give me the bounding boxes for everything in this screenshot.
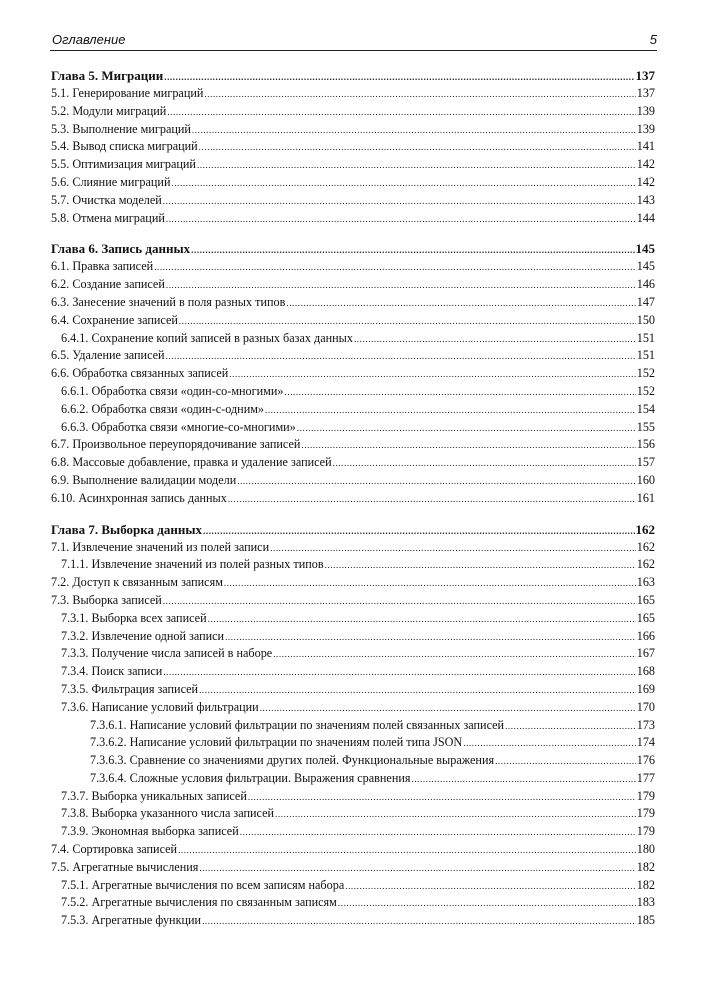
dot-leader xyxy=(171,175,635,193)
toc-entry[interactable] xyxy=(51,823,655,841)
toc-entry[interactable] xyxy=(51,752,655,770)
dot-leader xyxy=(297,420,636,438)
toc-page-number: 168 xyxy=(636,664,655,679)
toc-page-number: 151 xyxy=(636,330,655,345)
toc-entry-title: 7.3.5. Фильтрация записей xyxy=(61,681,199,696)
toc-entry-title: 7.3. Выборка записей xyxy=(51,592,162,607)
running-head xyxy=(50,32,657,50)
toc-entry-title: 5.7. Очистка моделей xyxy=(51,192,162,207)
toc-page-number: 143 xyxy=(636,192,655,207)
toc-page-number: 170 xyxy=(636,699,655,714)
dot-leader xyxy=(204,86,635,104)
toc-entry-title: 7.3.6.1. Написание условий фильтрации по значениям полей связанных записей xyxy=(90,717,505,732)
toc-entry-title: 7.3.1. Выборка всех записей xyxy=(61,610,207,625)
toc-page-number: 152 xyxy=(636,366,655,381)
dot-leader xyxy=(228,491,636,509)
toc-page-number: 182 xyxy=(636,859,655,874)
toc-entry-title: 5.2. Модули миграций xyxy=(51,103,167,118)
dot-leader xyxy=(225,629,636,647)
dot-leader xyxy=(229,366,635,384)
toc-entry[interactable] xyxy=(51,365,655,383)
dot-leader xyxy=(163,193,636,211)
toc-entry-title: 6.7. Произвольное переупорядочивание записей xyxy=(51,437,301,452)
toc-page-number: 176 xyxy=(636,753,655,768)
dot-leader xyxy=(270,540,636,558)
toc-chapter-entry[interactable] xyxy=(51,66,655,85)
toc-entry[interactable] xyxy=(51,592,655,610)
toc-page-number: 179 xyxy=(636,788,655,803)
chapter-gap xyxy=(51,508,655,520)
toc-entry[interactable] xyxy=(51,138,655,156)
toc-page-number: 177 xyxy=(636,770,655,785)
toc-page-number: 147 xyxy=(636,294,655,309)
dot-leader xyxy=(224,575,636,593)
toc-page-number: 162 xyxy=(636,539,655,554)
dot-leader xyxy=(167,104,635,122)
dot-leader xyxy=(260,700,636,718)
toc-page-number: 165 xyxy=(636,610,655,625)
toc-entry[interactable] xyxy=(51,312,655,330)
toc-page-number: 162 xyxy=(635,521,655,537)
dot-leader xyxy=(164,68,634,87)
toc-entry-title: 7.3.3. Получение числа записей в наборе xyxy=(61,646,273,661)
toc-page-number: 173 xyxy=(636,717,655,732)
toc-page-number: 162 xyxy=(636,557,655,572)
toc-entry[interactable] xyxy=(51,699,655,717)
toc-chapter-title: Глава 6. Запись данных xyxy=(51,241,191,257)
dot-leader xyxy=(275,806,636,824)
dot-leader xyxy=(505,718,636,736)
dot-leader xyxy=(237,473,635,491)
toc-page-number: 145 xyxy=(636,259,655,274)
toc-entry-title: 7.4. Сортировка записей xyxy=(51,842,178,857)
toc-chapter-title: Глава 5. Миграции xyxy=(51,68,164,83)
toc-entry[interactable] xyxy=(51,912,655,930)
toc-page-number: 139 xyxy=(636,103,655,118)
toc-entry-title: 6.4.1. Сохранение копий записей в разных базах данных xyxy=(61,330,353,345)
dot-leader xyxy=(463,735,636,753)
toc-entry[interactable] xyxy=(51,770,655,788)
dot-leader xyxy=(166,211,636,229)
toc-page-number: 142 xyxy=(636,157,655,172)
toc-entry[interactable] xyxy=(51,734,655,752)
toc-entry[interactable] xyxy=(51,645,655,663)
toc-entry-title: 7.1.1. Извлечение значений из полей разных типов xyxy=(61,557,324,572)
toc-entry-title: 7.3.9. Экономная выборка записей xyxy=(61,824,239,839)
toc-chapter-title: Глава 7. Выборка данных xyxy=(51,521,202,537)
dot-leader xyxy=(197,157,636,175)
dot-leader xyxy=(166,277,636,295)
dot-leader xyxy=(199,139,636,157)
toc-entry[interactable] xyxy=(51,841,655,859)
dot-leader xyxy=(199,682,636,700)
dot-leader xyxy=(325,557,636,575)
toc-entry[interactable] xyxy=(51,628,655,646)
toc-page-number: 161 xyxy=(636,490,655,505)
running-head-page-number: 5 xyxy=(649,32,657,47)
toc-page-number: 185 xyxy=(636,913,655,928)
toc-page-number: 154 xyxy=(636,401,655,416)
toc-entry[interactable] xyxy=(51,210,655,228)
toc-entry-title: 7.5.1. Агрегатные вычисления по всем записям набора xyxy=(61,877,345,892)
toc-entry-title: 6.6.2. Обработка связи «один-с-одним» xyxy=(61,401,265,416)
toc-entry-title: 6.6.3. Обработка связи «многие-со-многими» xyxy=(61,419,296,434)
toc-entry-title: 6.9. Выполнение валидации модели xyxy=(51,472,237,487)
dot-leader xyxy=(345,878,635,896)
toc-page-number: 167 xyxy=(636,646,655,661)
chapter-gap xyxy=(51,227,655,239)
toc-entry[interactable] xyxy=(51,556,655,574)
toc-entry-title: 5.8. Отмена миграций xyxy=(51,210,165,225)
toc-entry[interactable] xyxy=(51,156,655,174)
toc-entry-title: 5.4. Вывод списка миграций xyxy=(51,139,198,154)
toc-page-number: 165 xyxy=(636,592,655,607)
toc-entry-title: 5.1. Генерирование миграций xyxy=(51,86,204,100)
toc-entry[interactable] xyxy=(51,877,655,895)
dot-leader xyxy=(191,241,634,260)
toc-entry[interactable] xyxy=(51,805,655,823)
dot-leader xyxy=(338,895,636,913)
toc-entry[interactable] xyxy=(51,330,655,348)
toc-page-number: 156 xyxy=(636,437,655,452)
dot-leader xyxy=(154,259,636,277)
toc-entry-title: 7.3.6.3. Сравнение со значениями других полей. Функциональные выражения xyxy=(90,753,495,768)
toc-entry[interactable] xyxy=(51,121,655,139)
toc-entry[interactable] xyxy=(51,472,655,490)
dot-leader xyxy=(411,771,635,789)
toc-entry[interactable] xyxy=(51,717,655,735)
toc-page-number: 160 xyxy=(636,472,655,487)
toc-page-number: 142 xyxy=(636,174,655,189)
toc-entry[interactable] xyxy=(51,681,655,699)
dot-leader xyxy=(285,384,636,402)
toc-entry-title: 5.5. Оптимизация миграций xyxy=(51,157,196,172)
toc-entry[interactable] xyxy=(51,347,655,365)
toc-entry[interactable] xyxy=(51,436,655,454)
toc-entry-title: 5.3. Выполнение миграций xyxy=(51,121,191,136)
toc-chapter-entry[interactable] xyxy=(51,520,655,539)
toc-page-number: 155 xyxy=(636,419,655,434)
toc-page-number: 139 xyxy=(636,121,655,136)
toc-page-number: 163 xyxy=(636,575,655,590)
toc-page-number: 183 xyxy=(636,895,655,910)
dot-leader xyxy=(301,437,635,455)
dot-leader xyxy=(166,348,636,366)
toc-page-number: 179 xyxy=(636,806,655,821)
toc-entry[interactable] xyxy=(51,258,655,276)
toc-entry-title: 7.2. Доступ к связанным записям xyxy=(51,575,223,590)
dot-leader xyxy=(163,664,635,682)
toc-page-number: 179 xyxy=(636,824,655,839)
toc-entry[interactable] xyxy=(51,401,655,419)
dot-leader xyxy=(240,824,636,842)
header-rule xyxy=(50,50,657,51)
toc-entry-title: 6.6.1. Обработка связи «один-со-многими» xyxy=(61,383,284,398)
dot-leader xyxy=(202,913,636,931)
toc-entry-title: 7.3.8. Выборка указанного числа записей xyxy=(61,806,275,821)
toc-page-number: 157 xyxy=(636,455,655,470)
dot-leader xyxy=(354,331,636,349)
dot-leader xyxy=(333,455,636,473)
dot-leader xyxy=(179,313,636,331)
toc-entry-title: 7.5. Агрегатные вычисления xyxy=(51,859,199,874)
dot-leader xyxy=(265,402,636,420)
toc-entry-title: 6.2. Создание записей xyxy=(51,277,165,292)
toc-page-number: 137 xyxy=(636,86,655,100)
toc-page-number: 166 xyxy=(636,628,655,643)
toc-entry-title: 7.3.6.4. Сложные условия фильтрации. Выражения сравнения xyxy=(90,770,411,785)
dot-leader xyxy=(192,122,636,140)
toc-entry[interactable] xyxy=(51,894,655,912)
toc-entry[interactable] xyxy=(51,419,655,437)
toc-entry[interactable] xyxy=(51,294,655,312)
toc-entry[interactable] xyxy=(51,610,655,628)
toc-page-number: 144 xyxy=(636,210,655,225)
toc-entry-title: 6.10. Асинхронная запись данных xyxy=(51,490,227,505)
toc-page-number: 141 xyxy=(636,139,655,154)
table-of-contents xyxy=(51,66,655,930)
dot-leader xyxy=(208,611,636,629)
toc-entry[interactable] xyxy=(51,788,655,806)
toc-entry-title: 7.1. Извлечение значений из полей записи xyxy=(51,539,270,554)
toc-page-number: 150 xyxy=(636,312,655,327)
toc-entry-title: 7.5.2. Агрегатные вычисления по связанным записям xyxy=(61,895,337,910)
toc-page-number: 152 xyxy=(636,383,655,398)
toc-entry[interactable] xyxy=(51,574,655,592)
toc-entry[interactable] xyxy=(51,383,655,401)
dot-leader xyxy=(199,860,635,878)
toc-entry[interactable] xyxy=(51,859,655,877)
toc-entry-title: 7.3.6. Написание условий фильтрации xyxy=(61,699,259,714)
toc-entry[interactable] xyxy=(51,490,655,508)
toc-page-number: 145 xyxy=(635,241,655,257)
toc-entry-title: 7.3.7. Выборка уникальных записей xyxy=(61,788,247,803)
toc-entry-title: 6.6. Обработка связанных записей xyxy=(51,366,229,381)
toc-entry-title: 5.6. Слияние миграций xyxy=(51,174,171,189)
toc-entry-title: 7.3.4. Поиск записи xyxy=(61,664,163,679)
toc-entry-title: 6.4. Сохранение записей xyxy=(51,312,178,327)
dot-leader xyxy=(248,789,636,807)
toc-entry[interactable] xyxy=(51,539,655,557)
toc-chapter-entry[interactable] xyxy=(51,239,655,258)
toc-page-number: 146 xyxy=(636,277,655,292)
running-head-title: Оглавление xyxy=(52,32,126,47)
toc-entry[interactable] xyxy=(51,454,655,472)
toc-page-number: 169 xyxy=(636,681,655,696)
dot-leader xyxy=(286,295,635,313)
dot-leader xyxy=(495,753,636,771)
toc-entry[interactable] xyxy=(51,103,655,121)
toc-page-number: 174 xyxy=(636,735,655,750)
toc-entry[interactable] xyxy=(51,276,655,294)
toc-entry[interactable] xyxy=(51,663,655,681)
toc-entry-title: 7.3.6.2. Написание условий фильтрации по значениям полей типа JSON xyxy=(90,735,463,750)
toc-entry-title: 6.1. Правка записей xyxy=(51,259,154,274)
toc-page-number: 182 xyxy=(636,877,655,892)
toc-page-number: 151 xyxy=(636,348,655,363)
toc-entry[interactable] xyxy=(51,192,655,210)
toc-entry-title: 7.5.3. Агрегатные функции xyxy=(61,913,202,928)
toc-entry-title: 6.8. Массовые добавление, правка и удаление записей xyxy=(51,455,332,470)
toc-entry-title: 6.5. Удаление записей xyxy=(51,348,165,363)
toc-entry[interactable] xyxy=(51,85,655,103)
dot-leader xyxy=(273,646,636,664)
dot-leader xyxy=(178,842,636,860)
toc-entry-title: 7.3.2. Извлечение одной записи xyxy=(61,628,225,643)
dot-leader xyxy=(163,593,636,611)
toc-entry-title: 6.3. Занесение значений в поля разных типов xyxy=(51,294,286,309)
toc-page-number: 180 xyxy=(636,842,655,857)
toc-entry[interactable] xyxy=(51,174,655,192)
toc-page-number: 137 xyxy=(635,68,655,83)
